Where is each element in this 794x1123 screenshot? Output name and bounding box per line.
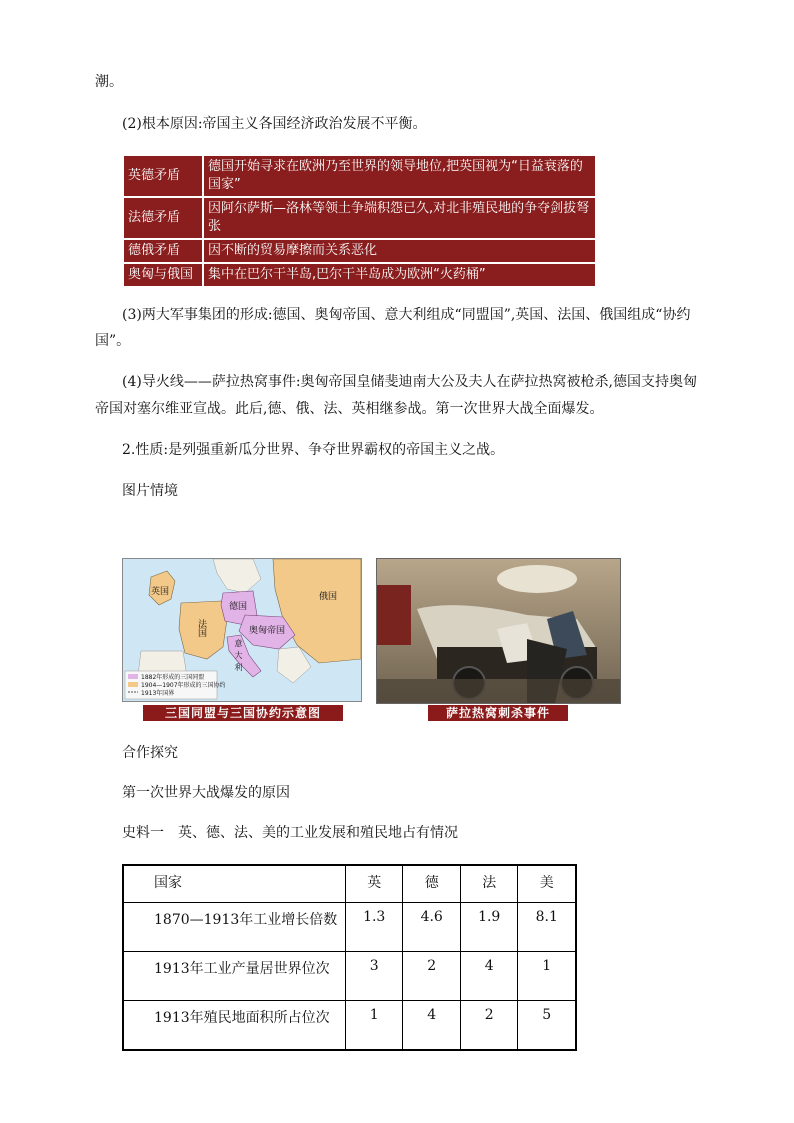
paragraph-trigger-2: 帝国对塞尔维亚宣战。此后,德、俄、法、英相继参战。第一次世界大战全面爆发。 [95,401,604,417]
table-cell: 1 [518,952,576,1001]
conflicts-table [122,154,597,288]
sarajevo-painting-image [376,558,621,704]
header-cell: 英 [345,865,403,903]
paragraph-nature: 2.性质:是列强重新瓜分世界、争夺世界霸权的帝国主义之战。 [122,442,505,458]
map-label-italy: 意大利 [234,639,243,675]
map-label-britain: 英国 [151,587,170,597]
table-cell: 1.3 [345,903,403,952]
row-label: 1913年殖民地面积所占位次 [123,1001,345,1051]
conflict-name: 奥匈与俄国 [123,263,203,287]
conflict-name: 英德矛盾 [123,155,203,197]
conflict-desc: 集中在巴尔干半岛,巴尔干半岛成为欧洲“火药桶” [203,263,596,287]
section-heading-inquiry: 合作探究 [122,745,178,761]
source-material-title: 史料一 英、德、法、美的工业发展和殖民地占有情况 [122,825,458,841]
table-cell: 4.6 [403,903,461,952]
paragraph-trigger-1: (4)导火线——萨拉热窝事件:奥匈帝国皇储斐迪南大公及夫人在萨拉热窝被枪杀,德国支持奥匈 [122,374,697,390]
table-header-row [123,865,576,903]
map-legend-alliance: 1882年形成的三国同盟 [141,674,205,681]
paragraph-alliances-1: (3)两大军事集团的形成:德国、奥匈帝国、意大利组成“同盟国”,英国、法国、俄国组成“协约 [122,307,691,323]
table-cell: 4 [460,952,518,1001]
table-row [123,155,596,197]
table-row [123,952,576,1001]
paragraph-alliances-2: 国”。 [95,333,131,349]
conflict-desc: 因阿尔萨斯—洛林等领土争端积怨已久,对北非殖民地的争夺剑拔弩张 [203,197,596,239]
alliance-map-image [122,558,362,702]
table-row [123,1001,576,1051]
table-row [123,903,576,952]
inquiry-topic: 第一次世界大战爆发的原因 [122,785,290,801]
table-cell: 8.1 [518,903,576,952]
paragraph-root-cause: (2)根本原因:帝国主义各国经济政治发展不平衡。 [122,116,427,132]
paragraph-continuation: 潮。 [95,74,123,90]
row-label: 1870—1913年工业增长倍数 [123,903,345,952]
table-cell: 4 [403,1001,461,1051]
map-caption: 三国同盟与三国协约示意图 [143,705,343,721]
map-label-france: 法国 [196,619,206,637]
header-cell: 德 [403,865,461,903]
map-legend-border: 1913年国界 [141,690,175,697]
photo-caption: 萨拉热窝刺杀事件 [428,705,568,721]
table-cell: 1 [345,1001,403,1051]
sarajevo-illustration [377,559,620,703]
header-cell: 法 [460,865,518,903]
header-cell: 美 [518,865,576,903]
table-row [123,263,596,287]
table-cell: 2 [403,952,461,1001]
map-label-austria: 奥匈帝国 [249,626,286,636]
table-cell: 5 [518,1001,576,1051]
section-heading-pictures: 图片情境 [122,483,178,499]
industry-colony-table [122,864,577,1051]
conflict-desc: 德国开始寻求在欧洲乃至世界的领导地位,把英国视为“日益衰落的国家” [203,155,596,197]
table-row [123,197,596,239]
conflict-name: 法德矛盾 [123,197,203,239]
row-label: 1913年工业产量居世界位次 [123,952,345,1001]
table-cell: 1.9 [460,903,518,952]
map-legend-entente: 1904—1907年形成的三国协约 [141,682,226,689]
conflict-desc: 因不断的贸易摩擦而关系恶化 [203,239,596,263]
conflict-name: 德俄矛盾 [123,239,203,263]
map-label-russia: 俄国 [319,592,338,602]
table-cell: 2 [460,1001,518,1051]
table-row [123,239,596,263]
map-label-germany: 德国 [229,602,248,612]
table-cell: 3 [345,952,403,1001]
header-cell: 国家 [123,865,345,903]
